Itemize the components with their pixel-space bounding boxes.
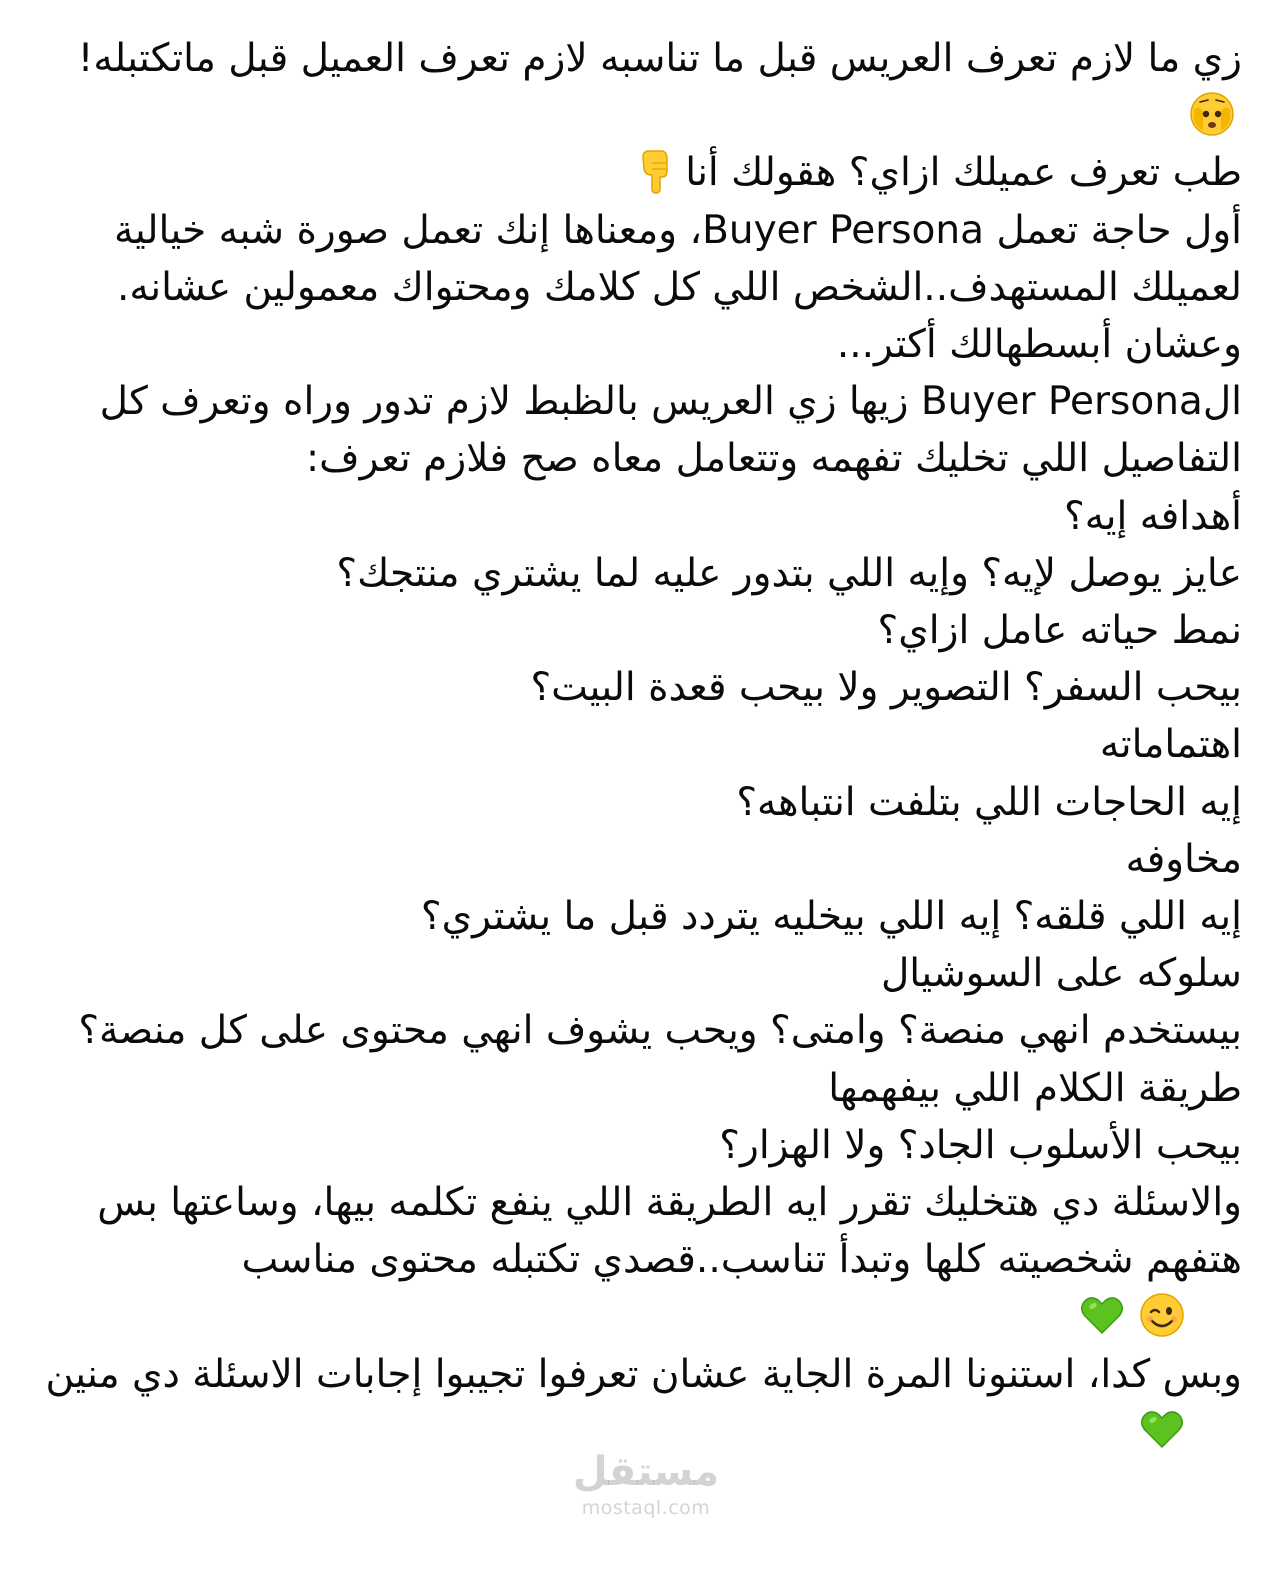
- winking-face-icon: [1138, 1291, 1186, 1339]
- post-line-text: عايز يوصل لإيه؟ وإيه اللي بتدور عليه لما يشتري منتجك؟: [336, 550, 1242, 596]
- backhand-index-pointing-down-icon: [631, 147, 679, 195]
- post-line: [32, 602, 1242, 659]
- post-line: [32, 1174, 1242, 1346]
- post-line-text: اهتماماته: [1099, 722, 1242, 768]
- post-line-text: مخاوفه: [1125, 836, 1242, 882]
- post-line-text: طريقة الكلام اللي بيفهمها: [828, 1065, 1242, 1111]
- post-line-text: نمط حياته عامل ازاي؟: [877, 608, 1242, 654]
- post-line: [32, 1117, 1242, 1174]
- post-line-text: زي ما لازم تعرف العريس قبل ما تناسبه لازم تعرف العميل قبل ماتكتبله!: [77, 36, 1242, 81]
- post-line-text: بيحب الأسلوب الجاد؟ ولا الهزار؟: [719, 1122, 1242, 1168]
- post-line: [32, 1002, 1242, 1059]
- post-line-text: أول حاجة تعمل Buyer Persona، ومعناها إنك تعمل صورة شبه خيالية لعميلك المستهدف..الشخص اللي كل كلامك ومحتواك معمولين عشانه.: [101, 207, 1242, 310]
- post-line-text: وعشان أبسطهالك أكتر...: [836, 322, 1242, 368]
- post-line: [32, 716, 1242, 773]
- post-line: [32, 373, 1242, 487]
- post-line: [32, 945, 1242, 1002]
- post-line-text: سلوكه على السوشيال: [880, 951, 1242, 997]
- post-line: [32, 545, 1242, 602]
- mostaql-watermark: [566, 1448, 726, 1544]
- post-line: [32, 888, 1242, 945]
- post-line: [32, 30, 1242, 144]
- face-with-peeking-eye-icon: [1188, 90, 1236, 138]
- green-heart-icon: [1138, 1405, 1186, 1453]
- post-line-text: والاسئلة دي هتخليك تقرر ايه الطريقة اللي ينفع تكلمه بيها، وساعتها بس هتفهم شخصيته كلها وتبدأ تناسب..قصدي تكتبله محتوى مناسب: [84, 1180, 1242, 1283]
- post-line-text: وبس كدا، استنونا المرة الجاية عشان تعرفوا تجيبوا إجابات الاسئلة دي منين: [45, 1351, 1242, 1397]
- post-line-text: طب تعرف عميلك ازاي؟ هقولك أنا: [685, 150, 1242, 196]
- post-line: [32, 1060, 1242, 1117]
- post-line: [32, 831, 1242, 888]
- watermark-url: mostaql.com: [581, 1497, 711, 1519]
- green-heart-icon: [1078, 1291, 1126, 1339]
- post-line: [32, 202, 1242, 316]
- post-line: [32, 1346, 1242, 1460]
- post-line-text: إيه الحاجات اللي بتلفت انتباهه؟: [736, 779, 1242, 825]
- post-line-text: الBuyer Persona زيها زي العريس بالظبط لازم تدور وراه وتعرف كل التفاصيل اللي تخليك تفهمه وتتعامل معاه صح فلازم تعرف:: [87, 379, 1242, 482]
- watermark-logo: مستقل: [572, 1449, 720, 1495]
- post-line-text: بيحب السفر؟ التصوير ولا بيحب قعدة البيت؟: [530, 665, 1242, 711]
- post-body: [32, 30, 1242, 1460]
- post-line-text: أهدافه إيه؟: [1064, 493, 1242, 539]
- post-line: [32, 144, 1242, 201]
- post-line: [32, 488, 1242, 545]
- post-line-text: بيستخدم انهي منصة؟ وامتى؟ ويحب يشوف انهي محتوى على كل منصة؟: [78, 1008, 1242, 1054]
- post-line-text: إيه اللي قلقه؟ إيه اللي بيخليه يتردد قبل ما يشتري؟: [420, 894, 1242, 940]
- post-line: [32, 316, 1242, 373]
- post-line: [32, 659, 1242, 716]
- post-line: [32, 774, 1242, 831]
